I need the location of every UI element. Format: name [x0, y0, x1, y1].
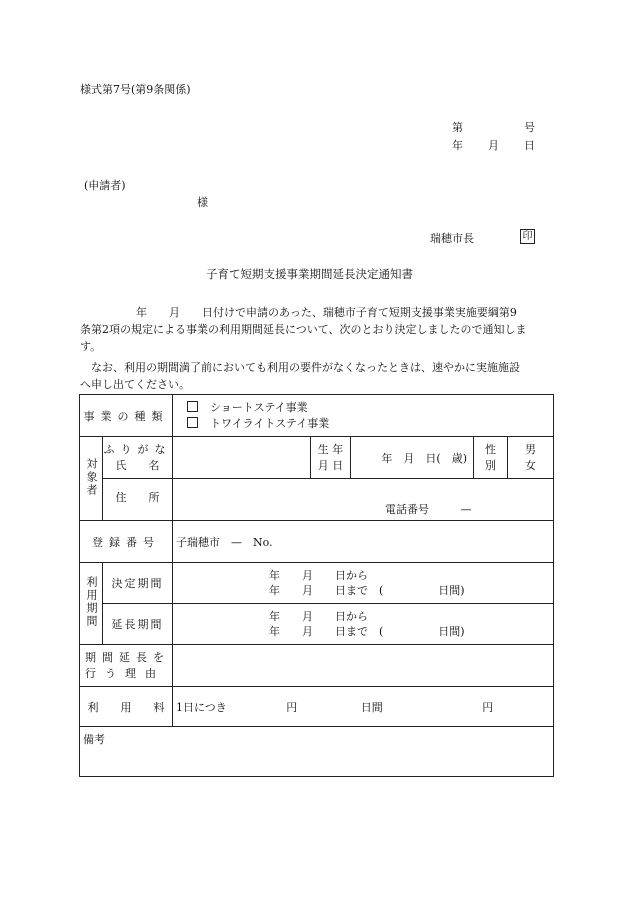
remarks-field[interactable]: [80, 727, 554, 777]
address-label: 住 所: [103, 479, 173, 521]
issuer-name: 瑞穂市長: [430, 232, 474, 245]
row-address: [80, 479, 554, 521]
decided-period-label: 決定期間: [103, 563, 173, 604]
applicant-label: (申請者): [84, 179, 126, 192]
body-line-5: へ申し出てください。: [80, 378, 190, 391]
fee-per-day: 1日につき: [176, 700, 227, 714]
date-day: 日: [524, 139, 535, 152]
row-registration: [80, 521, 554, 563]
form-table: [79, 394, 554, 777]
body-line-3: す。: [80, 340, 102, 353]
remarks-label: 備考: [83, 733, 105, 746]
fee-yen-2: 円: [482, 700, 494, 714]
reason-label: 期間延長を 行う理由: [80, 645, 173, 687]
body-line-1: 年 月 日付けで申請のあった、瑞穂市子育て短期支援事業実施要綱第9: [136, 306, 517, 319]
checkbox-icon[interactable]: [187, 401, 198, 412]
fee-yen-1: 円: [286, 700, 298, 714]
fee-days: 日間: [360, 700, 383, 714]
birth-label: 生 年 月 日: [311, 437, 351, 479]
address-field[interactable]: [173, 479, 554, 521]
registration-value[interactable]: 子瑞穂市 — No.: [173, 521, 554, 563]
sex-value[interactable]: 男 女: [508, 437, 554, 479]
registration-label: 登録番号: [80, 521, 173, 563]
extend-period-value[interactable]: 年 月 日から 年 月 日まで ( 日間): [173, 604, 554, 645]
option-short-stay[interactable]: ショートステイ事業: [187, 400, 553, 416]
date-month: 月: [488, 139, 499, 152]
date-year: 年: [452, 139, 463, 152]
fee-value[interactable]: [173, 687, 554, 727]
row-subject-name: [80, 437, 554, 479]
row-decided-period: [80, 563, 554, 604]
option-twilight-stay[interactable]: トワイライトステイ事業: [187, 416, 553, 432]
service-type-label: 事業の種類: [80, 395, 173, 437]
subject-label: 対象者: [80, 437, 103, 521]
extend-period-label: 延長期間: [103, 604, 173, 645]
row-extend-period: [80, 604, 554, 645]
number-dai: 第: [452, 121, 463, 134]
decided-period-value[interactable]: 年 月 日から 年 月 日まで ( 日間): [173, 563, 554, 604]
row-reason: [80, 645, 554, 687]
phone-dash: —: [460, 503, 472, 516]
sama-label: 様: [197, 196, 208, 209]
period-label: 利用期間: [80, 563, 103, 645]
row-remarks: [80, 727, 554, 777]
form-id: 様式第7号(第9条関係): [80, 83, 191, 96]
checkbox-icon[interactable]: [187, 417, 198, 428]
number-go: 号: [524, 121, 535, 134]
birth-value[interactable]: 年 月 日( 歳): [351, 437, 474, 479]
document-title: 子育て短期支援事業期間延長決定通知書: [206, 267, 413, 281]
body-line-4: なお、利用の期間満了前においても利用の要件がなくなったときは、速やかに実施施設: [91, 361, 520, 374]
seal-icon: 印: [520, 229, 535, 244]
row-service-type: [80, 395, 554, 437]
phone-label: 電話番号: [385, 503, 429, 516]
name-field[interactable]: [173, 437, 311, 479]
row-fee: [80, 687, 554, 727]
body-line-2: 条第2項の規定による事業の利用期間延長について、次のとおり決定しましたので通知しま: [80, 323, 527, 336]
sex-label: 性 別: [474, 437, 508, 479]
furigana-name-label: ふりがな 氏 名: [103, 437, 173, 479]
service-type-options: [173, 395, 554, 437]
reason-field[interactable]: [173, 645, 554, 687]
seal-mark: [520, 229, 535, 244]
fee-label: 利 用 料: [80, 687, 173, 727]
